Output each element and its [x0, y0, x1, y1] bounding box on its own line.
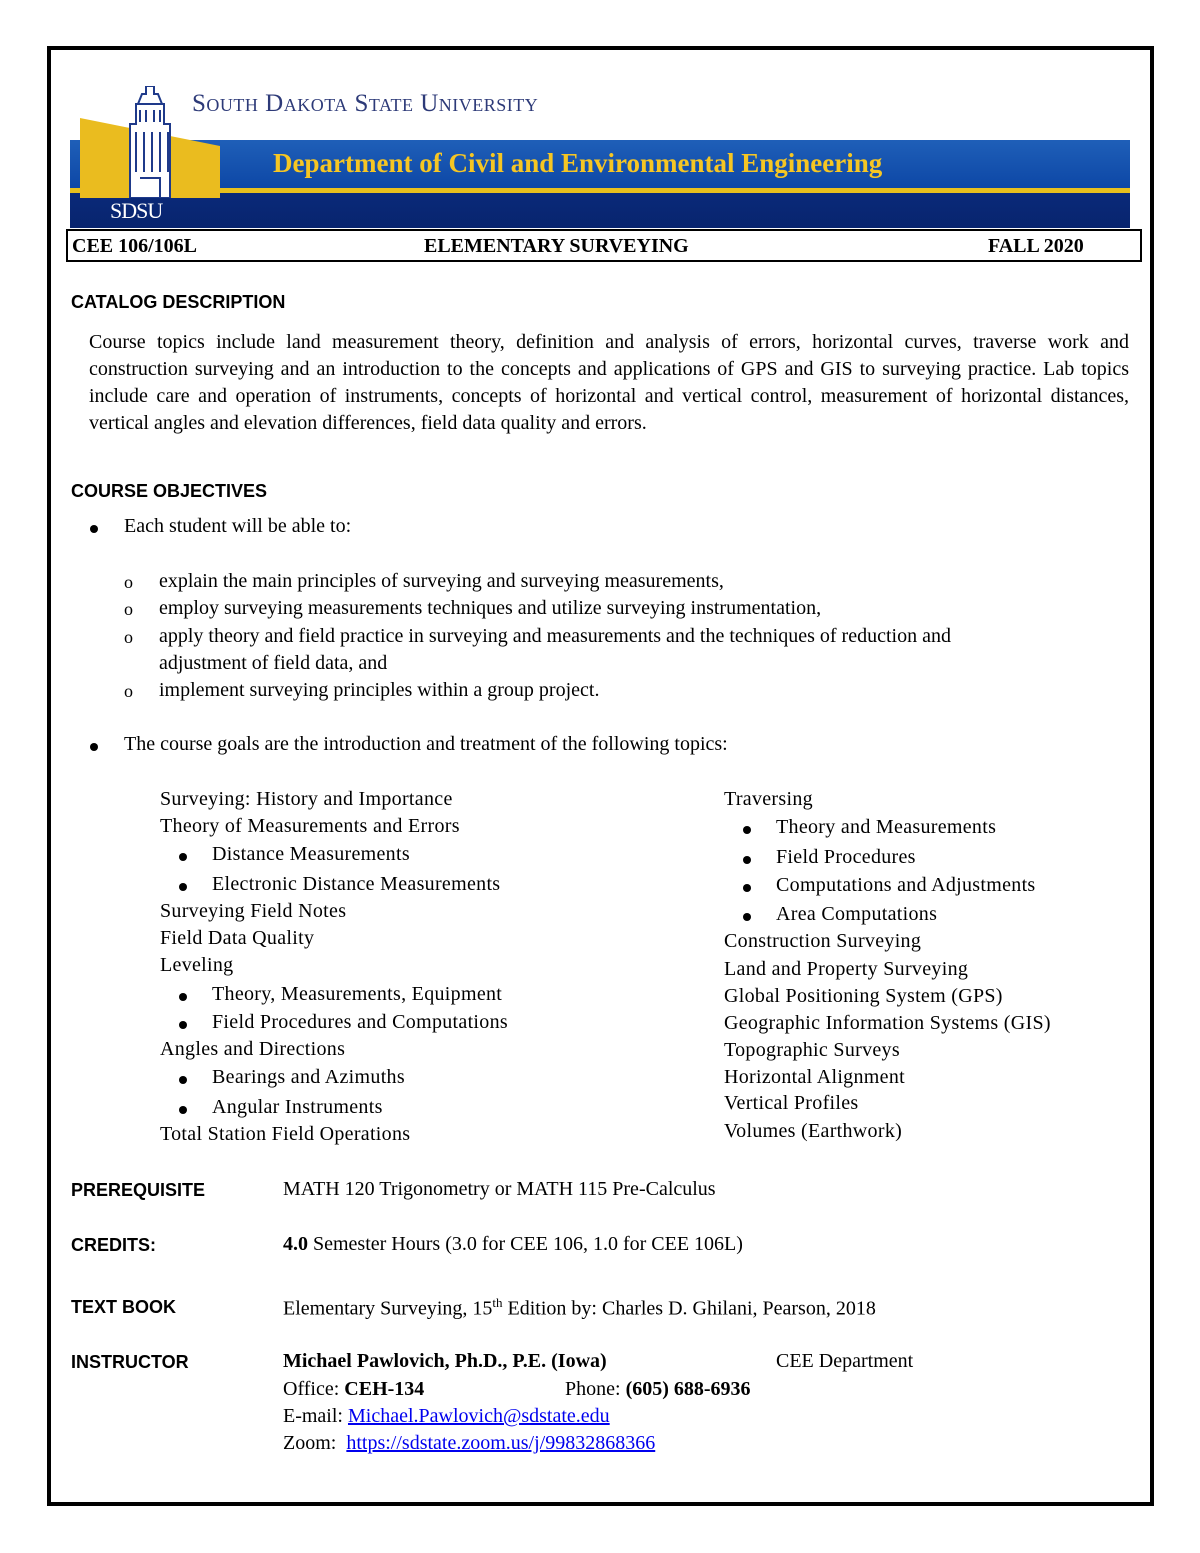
- course-code: CEE 106/106L: [72, 235, 198, 257]
- subtopic-item: Bearings and Azimuths: [212, 1066, 405, 1088]
- campanile-logo-icon: [116, 86, 184, 198]
- phone-value: (605) 688-6936: [625, 1378, 751, 1400]
- circle-bullet-icon: o: [124, 572, 133, 592]
- topic-item: Traversing: [724, 788, 813, 810]
- zoom-label: Zoom:: [283, 1432, 347, 1454]
- bullet-icon: [179, 883, 187, 891]
- bullet-icon: [179, 993, 187, 1001]
- office-label: Office:: [283, 1378, 345, 1400]
- bullet-icon: [743, 856, 751, 864]
- credits-value: [283, 1233, 743, 1256]
- objectives-intro: Each student will be able to:: [124, 515, 352, 537]
- bullet-icon: [179, 1106, 187, 1114]
- objective-item: explain the main principles of surveying and surveying measurements,: [159, 570, 724, 592]
- topic-item: Vertical Profiles: [724, 1092, 859, 1114]
- email-label: E-mail:: [283, 1405, 348, 1427]
- course-title-bar: [66, 229, 1142, 262]
- department-name: Department of Civil and Environmental Engineering: [273, 148, 883, 178]
- subtopic-item: Theory, Measurements, Equipment: [212, 983, 503, 1005]
- bullet-icon: [179, 853, 187, 861]
- phone-label: Phone:: [565, 1378, 626, 1400]
- circle-bullet-icon: o: [124, 681, 133, 701]
- instructor-label: INSTRUCTOR: [71, 1352, 189, 1372]
- course-term: FALL 2020: [988, 235, 1084, 257]
- subtopic-item: Electronic Distance Measurements: [212, 873, 501, 895]
- topic-item: Global Positioning System (GPS): [724, 985, 1003, 1007]
- textbook-sup: th: [492, 1295, 503, 1310]
- credits-label: CREDITS:: [71, 1235, 156, 1255]
- objectives-heading: COURSE OBJECTIVES: [71, 481, 268, 501]
- topic-item: Topographic Surveys: [724, 1039, 900, 1061]
- topic-item: Surveying Field Notes: [160, 900, 347, 922]
- topic-item: Construction Surveying: [724, 930, 922, 952]
- bullet-icon: [179, 1021, 187, 1029]
- credits-text: Semester Hours (3.0 for CEE 106, 1.0 for CEE 106L): [308, 1233, 743, 1255]
- subtopic-item: Angular Instruments: [212, 1096, 383, 1118]
- email-link[interactable]: Michael.Pawlovich@sdstate.edu: [347, 1405, 610, 1427]
- topic-item: Horizontal Alignment: [724, 1066, 905, 1088]
- instructor-zoom: [283, 1432, 655, 1455]
- objective-item: apply theory and field practice in surveying and measurements and the techniques of reduction and: [159, 625, 951, 647]
- prereq-value: MATH 120 Trigonometry or MATH 115 Pre-Calculus: [283, 1178, 716, 1200]
- objective-item: adjustment of field data, and: [159, 652, 388, 674]
- prereq-label: PREREQUISITE: [71, 1180, 206, 1200]
- bullet-icon: [743, 913, 751, 921]
- catalog-text: Course topics include land measurement theory, definition and analysis of errors, horizontal curves, traverse work and construction surveying and an introduction to the concepts and applications of GPS and GIS to surveying practice. Lab topics include care and operation of instruments, concepts of horizontal and vertical control, measurement of horizontal distances, vertical angles and elevation differences, field data quality and errors.: [89, 331, 1129, 434]
- subtopic-item: Distance Measurements: [212, 843, 410, 865]
- objective-item: employ surveying measurements techniques and utilize surveying instrumentation,: [159, 597, 822, 619]
- textbook-details: Edition by: Charles D. Ghilani, Pearson, 2018: [502, 1297, 876, 1320]
- credits-number: 4.0: [283, 1233, 308, 1255]
- circle-bullet-icon: o: [124, 599, 133, 619]
- topic-item: Volumes (Earthwork): [724, 1120, 903, 1142]
- bullet-icon: [743, 826, 751, 834]
- zoom-link[interactable]: https://sdstate.zoom.us/j/99832868366: [346, 1432, 656, 1454]
- topic-item: Geographic Information Systems (GIS): [724, 1012, 1051, 1034]
- subtopic-item: Field Procedures: [776, 846, 916, 868]
- subtopic-item: Field Procedures and Computations: [212, 1011, 508, 1033]
- subtopic-item: Area Computations: [776, 903, 938, 925]
- bullet-icon: [90, 743, 98, 751]
- subtopic-item: Theory and Measurements: [776, 816, 997, 838]
- subtopic-item: Computations and Adjustments: [776, 874, 1036, 896]
- topic-item: Surveying: History and Importance: [160, 788, 453, 810]
- goals-intro: The course goals are the introduction and treatment of the following topics:: [124, 733, 728, 755]
- university-name: South Dakota State University: [192, 90, 539, 117]
- logo-text: SDSU: [110, 198, 163, 223]
- textbook-label: TEXT BOOK: [71, 1297, 177, 1317]
- instructor-dept: CEE Department: [776, 1350, 914, 1372]
- course-title: ELEMENTARY SURVEYING: [424, 235, 689, 257]
- bullet-icon: [743, 884, 751, 892]
- instructor-office: [283, 1378, 424, 1401]
- topic-item: Land and Property Surveying: [724, 958, 969, 980]
- topic-item: Field Data Quality: [160, 927, 315, 949]
- topic-item: Total Station Field Operations: [160, 1123, 411, 1145]
- instructor-email: [283, 1405, 610, 1428]
- instructor-name: Michael Pawlovich, Ph.D., P.E. (Iowa): [283, 1350, 607, 1372]
- topic-item: Angles and Directions: [160, 1038, 346, 1060]
- bullet-icon: [179, 1076, 187, 1084]
- objective-item: implement surveying principles within a group project.: [159, 679, 600, 701]
- page-border: [47, 46, 1154, 1506]
- banner-stripe: [70, 188, 1130, 193]
- topic-item: Theory of Measurements and Errors: [160, 815, 460, 837]
- topic-item: Leveling: [160, 954, 234, 976]
- textbook-value: [283, 1295, 876, 1321]
- catalog-heading: CATALOG DESCRIPTION: [71, 292, 286, 312]
- textbook-title: Elementary Surveying, 15: [283, 1297, 493, 1320]
- bullet-icon: [90, 525, 98, 533]
- circle-bullet-icon: o: [124, 627, 133, 647]
- instructor-phone: [565, 1378, 751, 1401]
- office-value: CEH-134: [344, 1378, 425, 1400]
